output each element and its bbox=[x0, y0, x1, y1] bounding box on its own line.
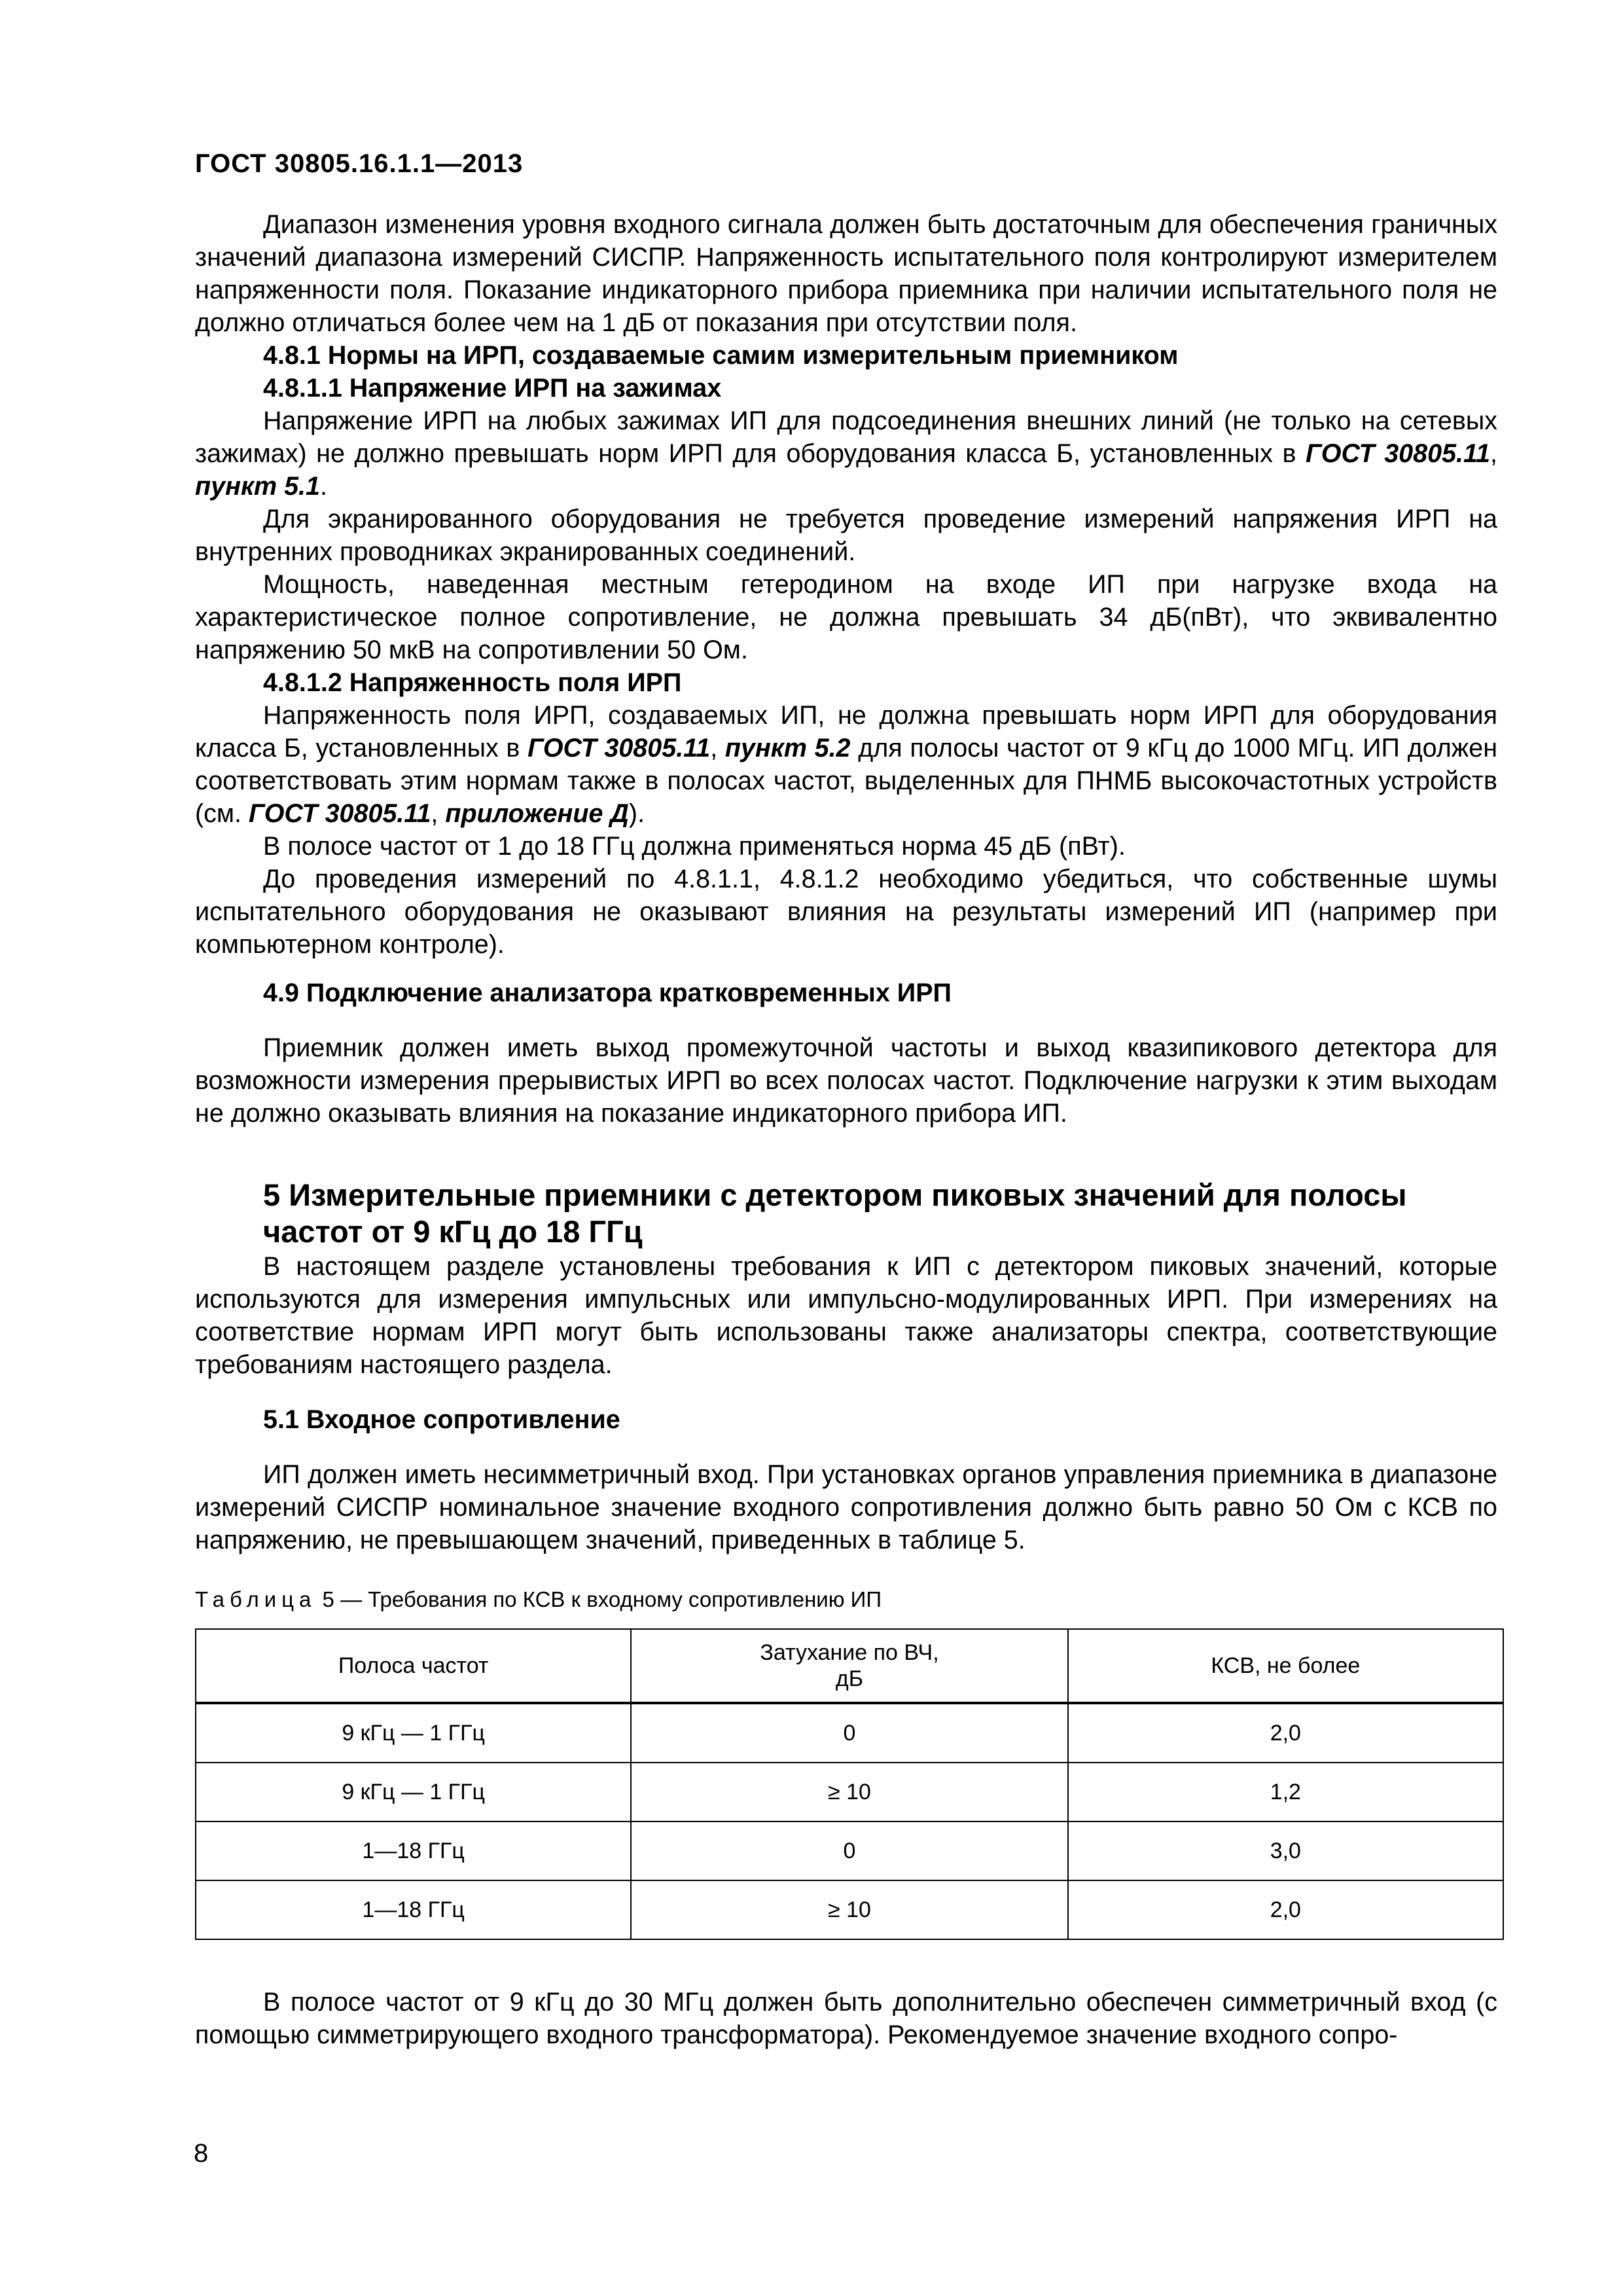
text-segment: для полосы частот от 9 кГц до 1000 МГц. ИП должен соответствовать этим нормам также в полосах частот, выделенных для ПНМБ высокочастотных устройств (см. bbox=[195, 734, 1498, 828]
table-caption-label: Таблица bbox=[195, 1587, 317, 1611]
ksv-table bbox=[195, 1628, 1504, 1940]
table-cell: 3,0 bbox=[1068, 1821, 1503, 1880]
page-number: 8 bbox=[194, 2139, 209, 2168]
text-segment: Напряжение ИРП на любых зажимах ИП для подсоединения внешних линий (не только на сетевых зажимах) не должно превышать норм ИРП для оборудования класса Б, установленных в bbox=[195, 406, 1497, 468]
header-band: Полоса частот bbox=[196, 1629, 631, 1703]
page-content bbox=[195, 208, 1497, 2051]
table-cell: 9 кГц — 1 ГГц bbox=[196, 1763, 631, 1821]
header-ksv: КСВ, не более bbox=[1068, 1629, 1503, 1703]
paragraph bbox=[195, 568, 1497, 666]
paragraph bbox=[195, 863, 1497, 961]
reference-link-text: пункт 5.2 bbox=[724, 734, 851, 762]
table-caption bbox=[195, 1587, 1497, 1613]
text-segment: ИП должен иметь несимметричный вход. При установках органов управления приемника в диапазоне измерений СИСПР номинальное значение входного сопротивления должно быть равно 50 Ом с КСВ по напряжению, не превышающем значений, приведенных в таблице 5. bbox=[195, 1460, 1497, 1554]
table-row bbox=[196, 1703, 1503, 1763]
paragraph bbox=[195, 208, 1497, 339]
table-cell: 1—18 ГГц bbox=[196, 1821, 631, 1880]
text-segment: 4.8.1 Нормы на ИРП, создаваемые самим измерительным приемником bbox=[263, 341, 1179, 370]
paragraph bbox=[195, 1031, 1497, 1130]
text-segment: 4.8.1.1 Напряжение ИРП на зажимах bbox=[263, 374, 722, 403]
section-title: 5 Измерительные приемники с детектором пиковых значений для полосы частот от 9 кГц до 18 ГГц bbox=[263, 1177, 1407, 1249]
table-cell: 1,2 bbox=[1068, 1763, 1503, 1821]
table-caption-text: 5 — Требования по КСВ к входному сопротивлению ИП bbox=[316, 1587, 882, 1611]
text-segment: 4.9 Подключение анализатора кратковременных ИРП bbox=[263, 978, 952, 1007]
text-segment: Напряженность поля ИРП, создаваемых ИП, не должна превышать норм ИРП для оборудования класса Б, установленных в bbox=[195, 701, 1497, 762]
table-cell: 1—18 ГГц bbox=[196, 1880, 631, 1939]
text-segment: , bbox=[431, 799, 446, 828]
table-body bbox=[196, 1703, 1503, 1939]
text-segment: До проведения измерений по 4.8.1.1, 4.8.1.2 необходимо убедиться, что собственные шумы испытательного оборудования не оказывают влияния на результаты измерений ИП (например при компьютерном контроле). bbox=[195, 865, 1497, 959]
paragraph-after-table: В полосе частот от 9 кГц до 30 МГц должен быть дополнительно обеспечен симметричный вход (с помощью симметрирующего входного трансформатора). Рекомендуемое значение входного сопро- bbox=[195, 1988, 1497, 2049]
text-segment: , bbox=[1490, 439, 1498, 468]
reference-link-text: пункт 5.1 bbox=[195, 472, 320, 501]
table-row bbox=[196, 1821, 1503, 1880]
text-segment: Мощность, наведенная местным гетеродином на входе ИП при нагрузке входа на характеристическое полное сопротивление, не должна превышать 34 дБ(пВт), что эквивалентно напряжению 50 мкВ на сопротивлении 50 Ом. bbox=[195, 570, 1497, 664]
table-cell: 0 bbox=[631, 1821, 1067, 1880]
text-segment: Диапазон изменения уровня входного сигнала должен быть достаточным для обеспечения граничных значений диапазона измерений СИСПР. Напряженность испытательного поля контролируют измерителем напряженности поля. Показание индикаторного прибора приемника при наличии испытательного поля не должно отличаться более чем на 1 дБ от показания при отсутствии поля. bbox=[195, 210, 1497, 337]
document-header: ГОСТ 30805.16.1.1—2013 bbox=[195, 149, 524, 178]
paragraph bbox=[195, 404, 1497, 503]
paragraph bbox=[195, 1250, 1497, 1381]
header-attenuation: Затухание по ВЧ, дБ bbox=[631, 1629, 1067, 1703]
table-header-row bbox=[196, 1629, 1503, 1703]
reference-link-text: приложение Д bbox=[445, 799, 629, 828]
text-segment: 5.1 Входное сопротивление bbox=[263, 1405, 620, 1434]
text-segment: Для экранированного оборудования не требуется проведение измерений напряжения ИРП на внутренних проводниках экранированных соединений. bbox=[195, 505, 1497, 566]
table-row bbox=[196, 1763, 1503, 1821]
subheading bbox=[195, 372, 1497, 404]
reference-link-text: ГОСТ 30805.11 bbox=[527, 734, 711, 762]
table-cell: 0 bbox=[631, 1703, 1067, 1763]
text-segment: . bbox=[319, 472, 327, 501]
text-segment: ). bbox=[628, 799, 645, 828]
body-text-part2 bbox=[195, 1250, 1497, 1556]
body-text-part1 bbox=[195, 208, 1497, 1130]
text-segment: 4.8.1.2 Напряженность поля ИРП bbox=[263, 668, 682, 697]
text-segment: В настоящем разделе установлены требования к ИП с детектором пиковых значений, которые используются для измерения импульсных или импульсно-модулированных ИРП. При измерениях на соответствие нормам ИРП могут быть использованы также анализаторы спектра, соответствующие требованиям настоящего раздела. bbox=[195, 1252, 1497, 1379]
paragraph bbox=[195, 699, 1497, 830]
table-cell: 2,0 bbox=[1068, 1703, 1503, 1763]
table-cell: 9 кГц — 1 ГГц bbox=[196, 1703, 631, 1763]
text-segment: Приемник должен иметь выход промежуточной частоты и выход квазипикового детектора для возможности измерения прерывистых ИРП во всех полосах частот. Подключение нагрузки к этим выходам не должно оказывать влияния на показание индикаторного прибора ИП. bbox=[195, 1033, 1497, 1128]
subheading bbox=[195, 977, 1497, 1009]
subheading bbox=[195, 666, 1497, 699]
table-row bbox=[196, 1880, 1503, 1939]
text-segment: В полосе частот от 1 до 18 ГГц должна применяться норма 45 дБ (пВт). bbox=[263, 832, 1126, 861]
reference-link-text: ГОСТ 30805.11 bbox=[1306, 439, 1491, 468]
paragraph bbox=[195, 830, 1497, 863]
table-cell: ≥ 10 bbox=[631, 1763, 1067, 1821]
paragraph bbox=[195, 503, 1497, 568]
text-segment: , bbox=[710, 734, 725, 762]
table-cell: ≥ 10 bbox=[631, 1880, 1067, 1939]
reference-link-text: ГОСТ 30805.11 bbox=[249, 799, 431, 828]
table-cell: 2,0 bbox=[1068, 1880, 1503, 1939]
paragraph bbox=[195, 1458, 1497, 1556]
subheading bbox=[195, 1403, 1497, 1436]
subheading bbox=[195, 339, 1497, 372]
